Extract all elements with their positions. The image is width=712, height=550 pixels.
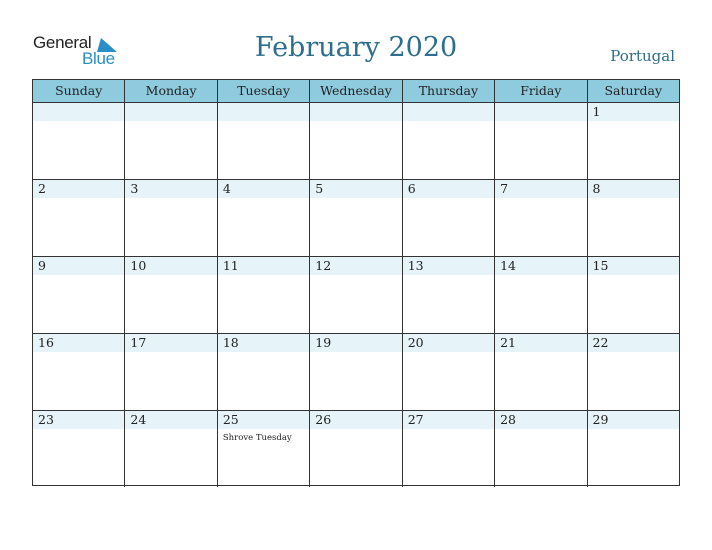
day-band (33, 103, 124, 121)
day-cell-3 (125, 180, 217, 256)
day-number: 27 (407, 412, 424, 427)
day-band (495, 103, 586, 121)
day-cell-9 (33, 257, 125, 333)
week-row (33, 257, 679, 334)
holiday-label: Shrove Tuesday (222, 433, 292, 443)
day-cell-8 (588, 180, 679, 256)
day-number: 14 (500, 258, 517, 273)
day-number: 11 (222, 258, 239, 273)
day-cell-19 (310, 334, 402, 410)
day-number: 22 (592, 335, 609, 350)
day-cell-26 (310, 411, 402, 487)
week-row (33, 411, 679, 487)
day-number: 26 (315, 412, 332, 427)
day-number: 24 (130, 412, 147, 427)
day-cell-17 (125, 334, 217, 410)
day-cell-14 (495, 257, 587, 333)
day-cell-21 (495, 334, 587, 410)
weekday-wednesday: Wednesday (310, 80, 402, 102)
weekday-header (33, 80, 679, 103)
country-label: Portugal (610, 47, 675, 65)
day-number: 5 (315, 181, 324, 196)
day-band (125, 103, 216, 121)
day-number: 21 (500, 335, 517, 350)
day-cell-4 (218, 180, 310, 256)
day-number: 20 (407, 335, 424, 350)
day-cell-23 (33, 411, 125, 487)
day-band (588, 180, 679, 198)
weekday-tuesday: Tuesday (218, 80, 310, 102)
day-band (218, 180, 309, 198)
day-band (588, 103, 679, 121)
day-number: 23 (38, 412, 54, 427)
logo-text-general: General (33, 33, 92, 52)
day-cell-empty (403, 103, 495, 179)
day-cell-empty (310, 103, 402, 179)
day-band (495, 180, 586, 198)
day-band (310, 103, 401, 121)
day-number: 10 (130, 258, 147, 273)
day-cell-25 (218, 411, 310, 487)
day-number: 2 (38, 181, 46, 196)
day-number: 18 (222, 335, 239, 350)
calendar-weeks (33, 103, 679, 487)
weekday-sunday: Sunday (33, 80, 125, 102)
calendar-grid (32, 79, 680, 486)
day-number: 6 (407, 181, 416, 196)
day-cell-29 (588, 411, 679, 487)
day-number: 15 (592, 258, 609, 273)
week-row (33, 334, 679, 411)
day-cell-6 (403, 180, 495, 256)
day-cell-empty (218, 103, 310, 179)
day-cell-15 (588, 257, 679, 333)
day-number: 29 (592, 412, 609, 427)
weekday-monday: Monday (125, 80, 217, 102)
day-number: 3 (130, 181, 139, 196)
day-cell-16 (33, 334, 125, 410)
day-cell-empty (33, 103, 125, 179)
day-cell-10 (125, 257, 217, 333)
day-cell-20 (403, 334, 495, 410)
day-band (310, 180, 401, 198)
weekday-saturday: Saturday (604, 83, 663, 98)
day-number: 12 (315, 258, 332, 273)
day-cell-12 (310, 257, 402, 333)
day-band (125, 180, 216, 198)
day-cell-2 (33, 180, 125, 256)
day-number: 8 (592, 181, 601, 196)
day-cell-empty (495, 103, 587, 179)
day-cell-27 (403, 411, 495, 487)
day-number: 28 (500, 412, 517, 427)
week-row (33, 103, 679, 180)
day-cell-empty (125, 103, 217, 179)
week-row (33, 180, 679, 257)
weekday-thursday: Thursday (403, 80, 495, 102)
day-cell-1 (588, 103, 679, 179)
day-cell-11 (218, 257, 310, 333)
day-band (403, 103, 494, 121)
weekday-friday: Friday (495, 80, 587, 102)
day-number: 1 (592, 104, 601, 119)
logo-text-blue: Blue (82, 49, 115, 68)
day-cell-7 (495, 180, 587, 256)
page-title: February 2020 (254, 32, 458, 63)
day-number: 13 (407, 258, 424, 273)
day-number: 17 (130, 335, 147, 350)
day-number: 4 (222, 181, 231, 196)
day-band (218, 103, 309, 121)
day-cell-18 (218, 334, 310, 410)
day-cell-22 (588, 334, 679, 410)
day-cell-13 (403, 257, 495, 333)
day-band (33, 180, 124, 198)
day-number: 25 (222, 412, 239, 427)
day-number: 19 (315, 335, 332, 350)
day-number: 7 (500, 181, 509, 196)
day-cell-5 (310, 180, 402, 256)
day-band (33, 257, 124, 275)
day-cell-28 (495, 411, 587, 487)
day-band (403, 180, 494, 198)
day-number: 9 (38, 258, 46, 273)
day-cell-24 (125, 411, 217, 487)
day-number: 16 (38, 335, 54, 350)
